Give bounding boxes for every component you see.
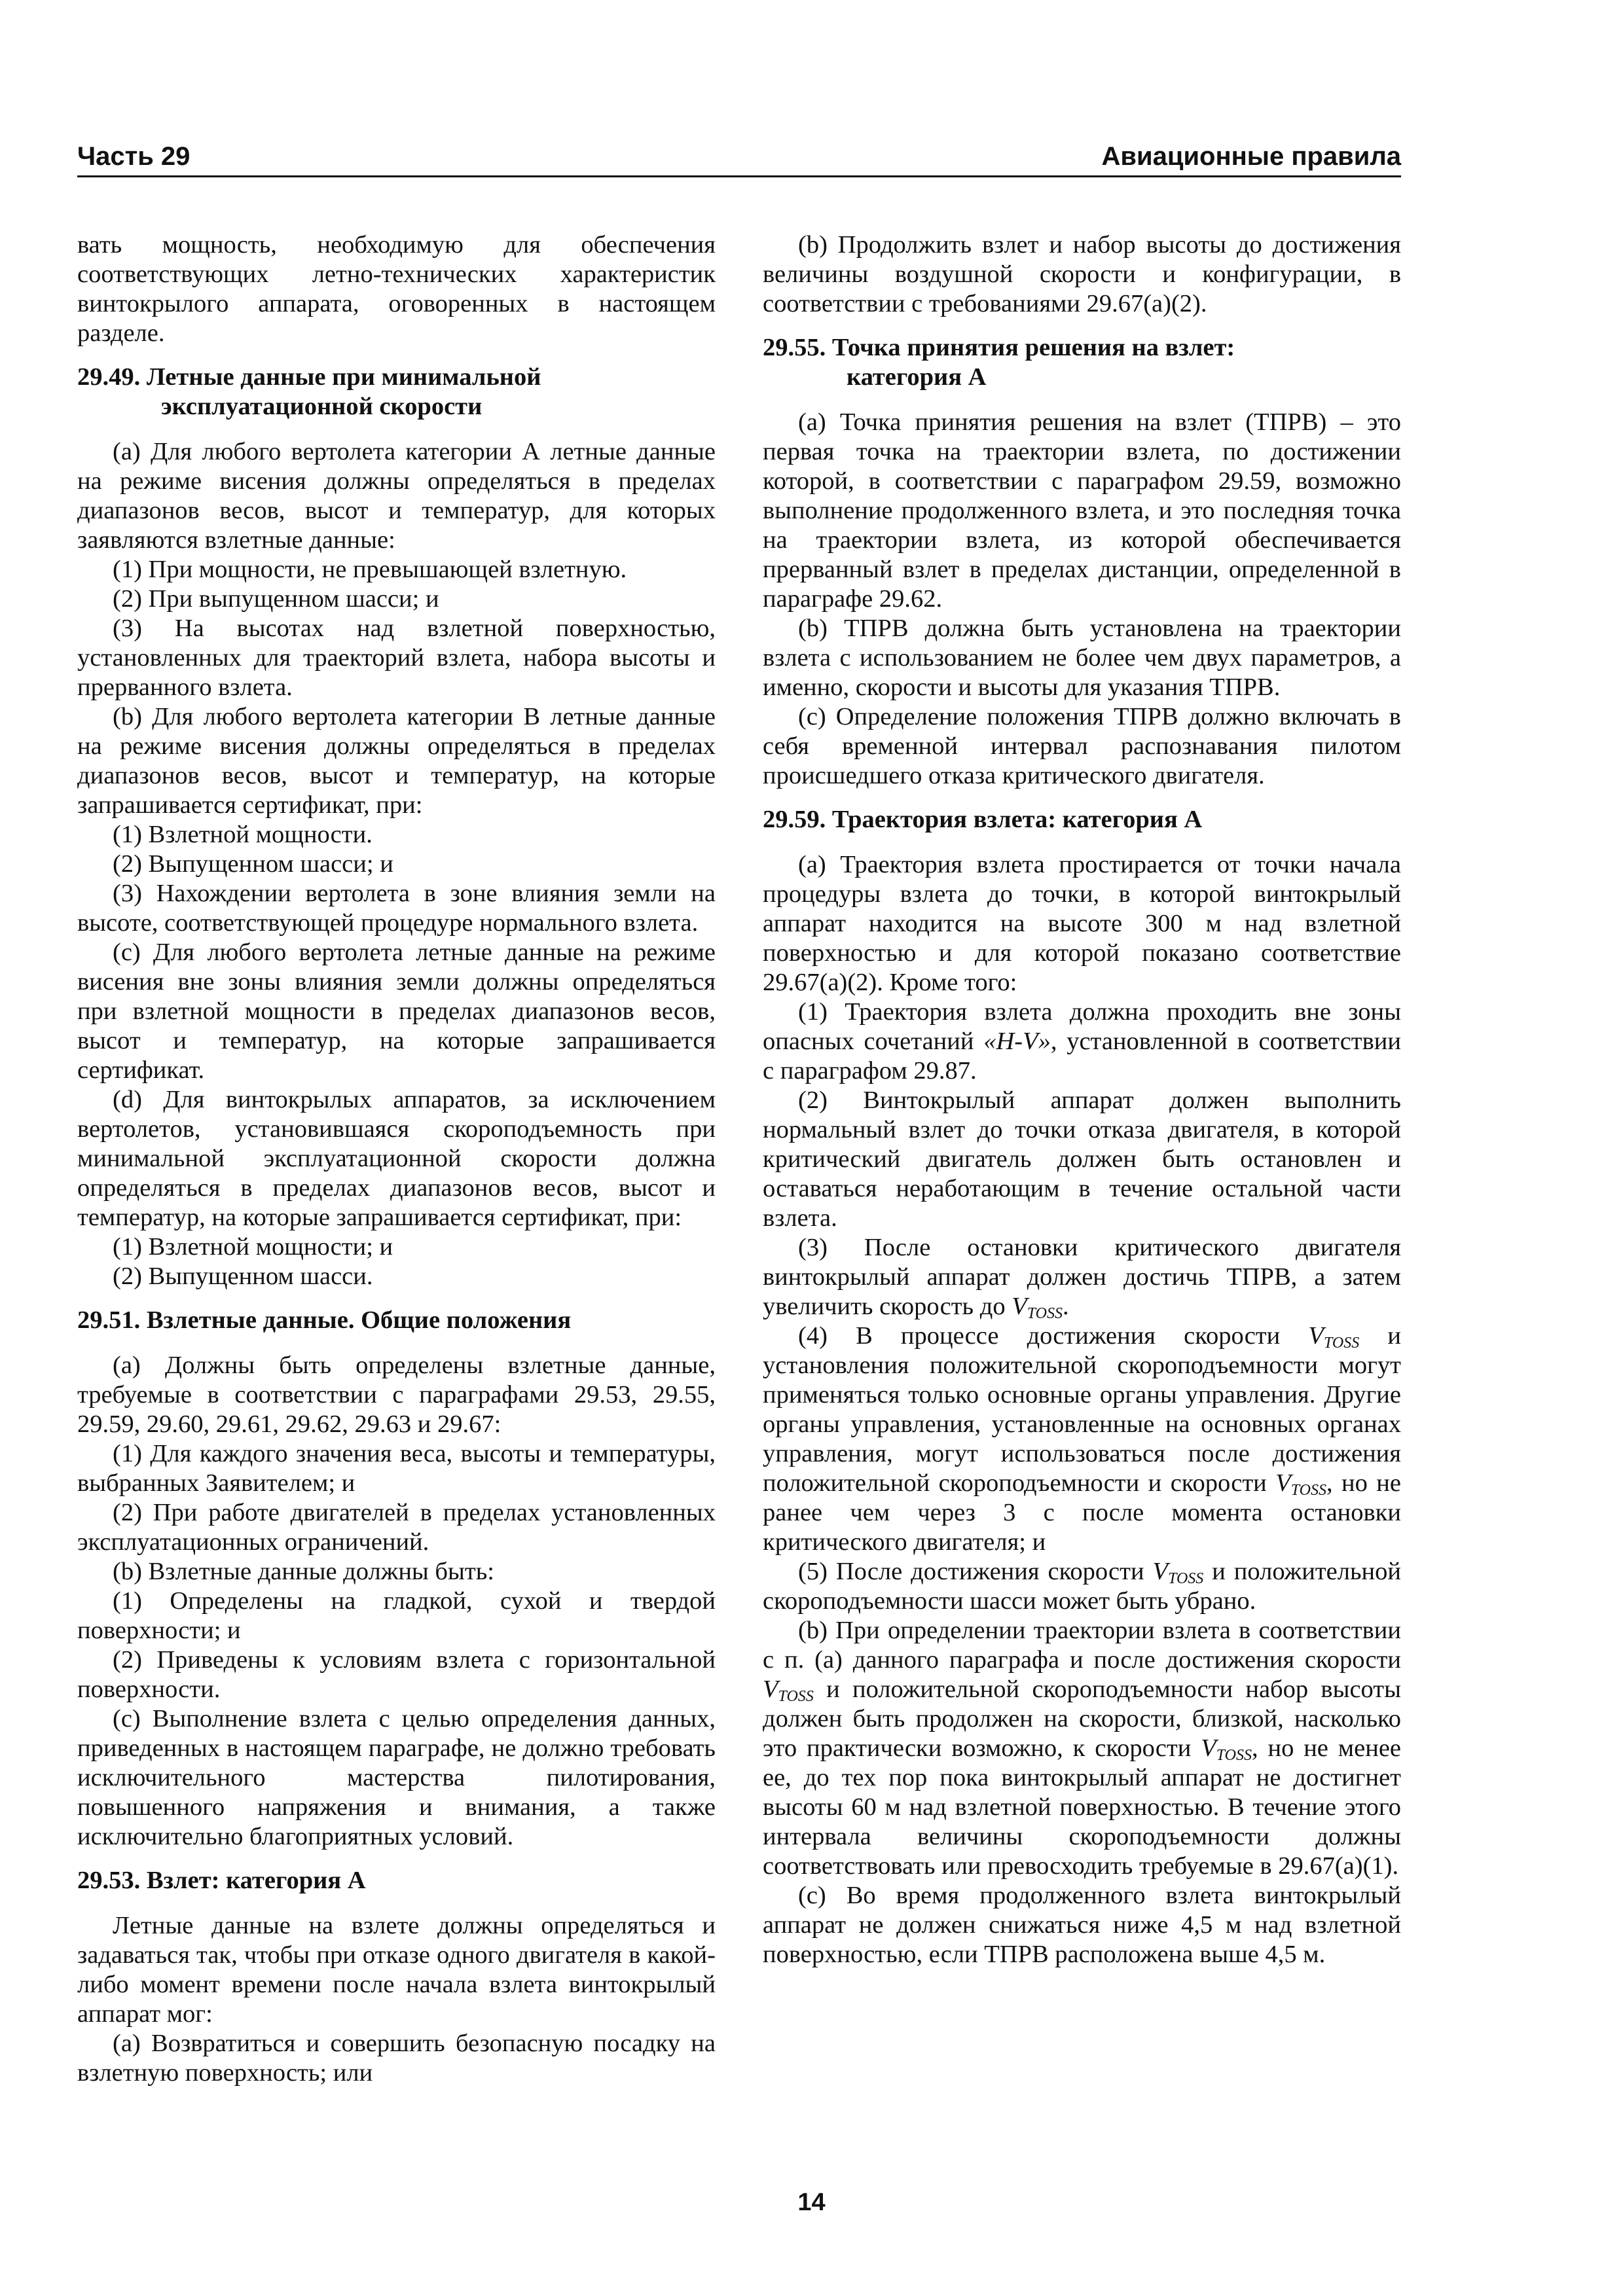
v-subscript: TOSS xyxy=(1027,1305,1063,1322)
paragraph: (a) Траектория взлета простирается от точки начала процедуры взлета до точки, в которой винтокрылый аппарат находится на высоте 300 м над взлетной поверхностью и для которой показано соответствие 29.67(a)(2). Кроме того: xyxy=(763,851,1401,996)
paragraph: (b) Для любого вертолета категории В летные данные на режиме висения должны определяться в пределах диапазонов весов, высот и температур, на которые запрашивается сертификат, при: xyxy=(77,703,716,819)
paragraph: (a) Для любого вертолета категории А летные данные на режиме висения должны определяться в пределах диапазонов весов, высот и температур, для которых заявляются взлетные данные: xyxy=(77,438,716,554)
paragraph xyxy=(763,1616,1401,1881)
section-heading-line: 29.51. Взлетные данные. Общие положения xyxy=(77,1306,572,1334)
paragraph: (c) Выполнение взлета с целью определения данных, приведенных в настоящем параграфе, не должно требовать исключительного мастерства пилотирования, повышенного напряжения и внимания, а также исключительно благоприятных условий. xyxy=(77,1705,716,1850)
paragraph: (a) Должны быть определены взлетные данные, требуемые в соответствии с параграфами 29.53, 29.55, 29.59, 29.60, 29.61, 29.62, 29.63 и 29.67: xyxy=(77,1352,716,1438)
text-run: (3) После остановки критического двигателя винтокрылый аппарат должен достичь ТПРВ, а затем увеличить скорость до xyxy=(763,1234,1401,1320)
paragraph: (b) ТПРВ должна быть установлена на траектории взлета с использованием не более чем двух параметров, а именно, скорости и высоты для указания ТПРВ. xyxy=(763,615,1401,701)
v-letter: V xyxy=(1308,1322,1324,1350)
v-subscript: TOSS xyxy=(1323,1335,1360,1352)
v-subscript: TOSS xyxy=(1216,1747,1252,1764)
list-item: (1) Взлетной мощности. xyxy=(113,821,373,848)
paragraph: Летные данные на взлете должны определяться и задаваться так, чтобы при отказе одного двигателя в какой-либо момент времени после начала взлета винтокрылый аппарат мог: xyxy=(77,1912,716,2028)
text-run: . xyxy=(1062,1293,1069,1320)
vtoss-symbol xyxy=(1275,1469,1326,1497)
section-heading-line: 29.55. Точка принятия решения на взлет: xyxy=(763,334,1235,361)
v-letter: V xyxy=(1201,1734,1216,1762)
right-column xyxy=(763,230,1401,1969)
hv-zone-term: «H-V» xyxy=(983,1028,1051,1055)
section-heading-29-59 xyxy=(763,805,1401,834)
text-run: и установления положительной скороподъемности могут применяться только основные органы управления. Другие органы управления, установленные на основных органах управления, могут использоваться после достижения положительной скороподъемности и скорости xyxy=(763,1322,1401,1497)
list-item: (1) При мощности, не превышающей взлетную. xyxy=(113,556,627,583)
list-item: (3) Нахождении вертолета в зоне влияния земли на высоте, соответствующей процедуре нормального взлета. xyxy=(77,880,716,937)
list-item: (1) Взлетной мощности; и xyxy=(113,1233,393,1261)
list-item xyxy=(763,997,1401,1086)
vtoss-symbol xyxy=(1308,1322,1359,1350)
list-item: (1) Для каждого значения веса, высоты и температуры, выбранных Заявителем; и xyxy=(77,1440,716,1497)
list-item: (2) Выпущенном шасси; и xyxy=(113,850,393,878)
list-item: (2) Выпущенном шасси. xyxy=(113,1263,373,1290)
text-run: (4) В процессе достижения скорости xyxy=(798,1322,1309,1350)
v-subscript: TOSS xyxy=(1290,1482,1326,1499)
section-heading-line: эксплуатационной скорости xyxy=(161,393,483,420)
section-heading-29-51 xyxy=(77,1306,716,1335)
paragraph: (c) Во время продолженного взлета винтокрылый аппарат не должен снижаться ниже 4,5 м над взлетной поверхностью, если ТПРВ расположена выше 4,5 м. xyxy=(763,1882,1401,1968)
v-letter: V xyxy=(763,1676,778,1703)
paragraph: (b) Взлетные данные должны быть: xyxy=(113,1558,494,1585)
text-run: и положительной скороподъемности шасси может быть убрано. xyxy=(763,1558,1401,1615)
list-item: (2) При работе двигателей в пределах установленных эксплуатационных ограничений. xyxy=(77,1499,716,1556)
list-item: (2) При выпущенном шасси; и xyxy=(113,585,439,613)
text-run: (b) При определении траектории взлета в соответствии с п. (a) данного параграфа и после достижения скорости xyxy=(763,1617,1401,1674)
paragraph: (b) Продолжить взлет и набор высоты до достижения величины воздушной скорости и конфигурации, в соответствии с требованиями 29.67(a)(2). xyxy=(763,231,1401,317)
running-header xyxy=(77,135,1401,177)
text-run: (1) Траектория взлета должна проходить вне зоны опасных сочетаний xyxy=(763,998,1401,1055)
section-heading-29-55 xyxy=(763,333,1401,392)
text-run: , установленной в соответствии с параграфом 29.87. xyxy=(763,1028,1401,1085)
paragraph-continuation: вать мощность, необходимую для обеспечения соответствующих летно-технических характеристик винтокрылого аппарата, оговоренных в настоящем разделе. xyxy=(77,231,716,347)
vtoss-symbol xyxy=(1012,1293,1063,1320)
section-heading-line: 29.49. Летные данные при минимальной xyxy=(77,363,541,391)
list-item xyxy=(763,1233,1401,1321)
paragraph: (a) Возвратиться и совершить безопасную посадку на взлетную поверхность; или xyxy=(77,2030,716,2087)
text-run: , но не ранее чем через 3 с после момента остановки критического двигателя; и xyxy=(763,1469,1401,1556)
vtoss-symbol xyxy=(763,1676,814,1703)
text-run: , но не менее ее, до тех пор пока винтокрылый аппарат не достигнет высоты 60 м над взлетной поверхностью. В течение этого интервала величины скороподъемности должны соответствовать или превосходить требуемые в 29.67(a)(1). xyxy=(763,1734,1402,1880)
v-subscript: TOSS xyxy=(1168,1570,1204,1587)
section-heading-29-53 xyxy=(77,1866,716,1895)
paragraph: (a) Точка принятия решения на взлет (ТПРВ) – это первая точка на траектории взлета, по достижении которой, в соответствии с параграфом 29.59, возможно выполнение продолженного взлета, и это последняя точка на траектории взлета, из которой обеспечивается прерванный взлет в пределах дистанции, определенной в параграфе 29.62. xyxy=(763,408,1401,613)
vtoss-symbol xyxy=(1153,1558,1204,1585)
vtoss-symbol xyxy=(1201,1734,1252,1762)
v-letter: V xyxy=(1152,1558,1169,1585)
v-letter: V xyxy=(1275,1469,1291,1497)
header-part-label: Часть 29 xyxy=(77,142,191,171)
header-title: Авиационные правила xyxy=(1101,142,1401,171)
list-item xyxy=(763,1557,1401,1616)
text-run: и положительной скороподъемности набор высоты должен быть продолжен на скорости, близкой, насколько это практически возможно, к скорости xyxy=(763,1676,1401,1762)
list-item: (1) Определены на гладкой, сухой и твердой поверхности; и xyxy=(77,1587,716,1644)
v-letter: V xyxy=(1012,1293,1027,1320)
list-item: (2) Винтокрылый аппарат должен выполнить нормальный взлет до точки отказа двигателя, в которой критический двигатель должен быть остановлен и оставаться неработающим в течение остальной части взлета. xyxy=(763,1086,1401,1232)
left-column xyxy=(77,230,716,2088)
section-heading-line: категория А xyxy=(847,363,987,391)
v-subscript: TOSS xyxy=(778,1688,814,1705)
paragraph: (c) Для любого вертолета летные данные на режиме висения вне зоны влияния земли должны определяться при взлетной мощности в пределах диапазонов весов, высот и температур, на которые запрашивается сертификат. xyxy=(77,939,716,1084)
list-item: (3) На высотах над взлетной поверхностью, установленных для траекторий взлета, набора высоты и прерванного взлета. xyxy=(77,615,716,701)
section-heading-line: 29.59. Траектория взлета: категория А xyxy=(763,806,1203,833)
section-heading-line: 29.53. Взлет: категория А xyxy=(77,1867,366,1894)
text-run: (5) После достижения скорости xyxy=(798,1558,1153,1585)
list-item xyxy=(763,1321,1401,1557)
paragraph: (c) Определение положения ТПРВ должно включать в себя временной интервал распознавания пилотом происшедшего отказа критического двигателя. xyxy=(763,703,1401,789)
page-number: 14 xyxy=(797,2189,826,2216)
paragraph: (d) Для винтокрылых аппаратов, за исключением вертолетов, установившаяся скороподъемность при минимальной эксплуатационной скорости должна определяться в пределах диапазонов весов, высот и температур, на которые запрашивается сертификат, при: xyxy=(77,1086,716,1231)
list-item: (2) Приведены к условиям взлета с горизонтальной поверхности. xyxy=(77,1646,716,1703)
section-heading-29-49 xyxy=(77,363,716,422)
